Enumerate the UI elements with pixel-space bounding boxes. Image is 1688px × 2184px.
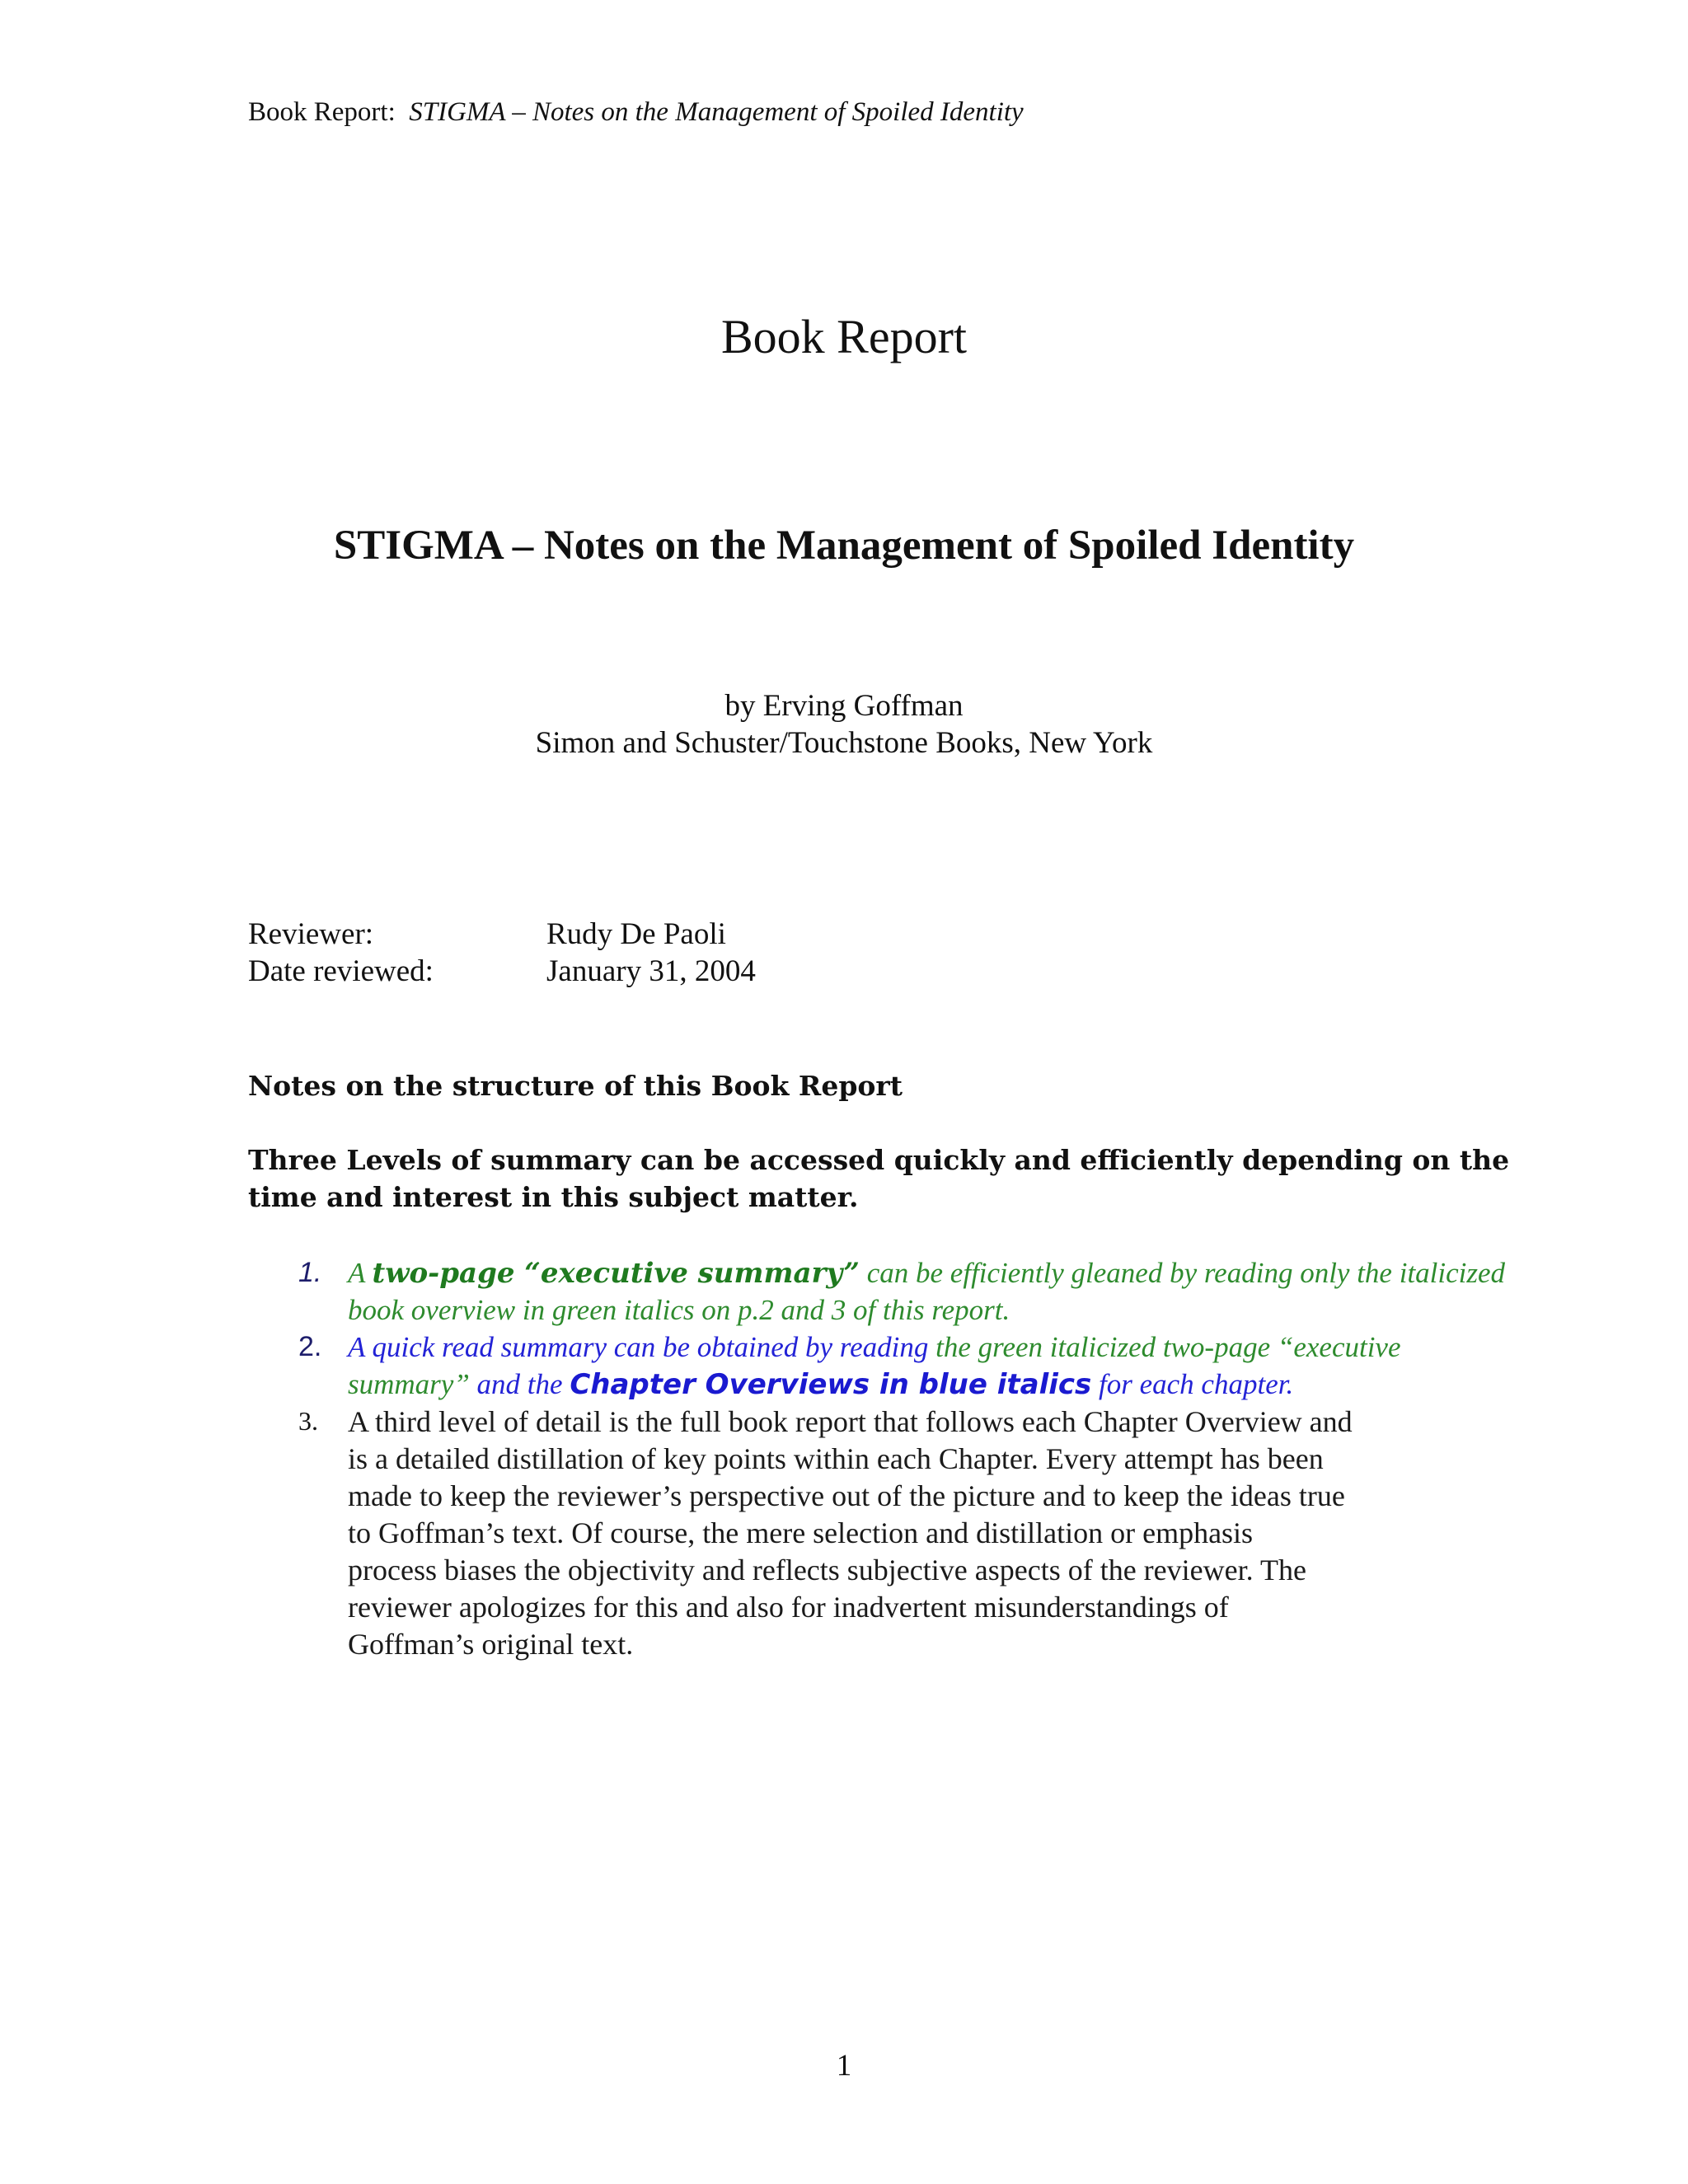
- item2-blue-post: for each chapter.: [1091, 1368, 1294, 1400]
- item2-blue-pre: A quick read summary can be obtained by reading: [348, 1331, 936, 1363]
- item1-line2: book overview in green italics on p.2 and 3 of this report.: [348, 1294, 1010, 1326]
- list-item-2-line-2: [348, 1368, 1293, 1401]
- running-header-prefix: Book Report:: [248, 97, 396, 127]
- reviewer-value: Rudy De Paoli: [546, 917, 726, 951]
- list-item-3-line-3: made to keep the reviewer’s perspective out of the picture and to keep the ideas true: [348, 1479, 1345, 1512]
- reviewer-label: Reviewer:: [248, 917, 374, 951]
- running-header: [248, 97, 1024, 128]
- author-line: by Erving Goffman: [724, 689, 964, 723]
- list-item-3-line-5: process biases the objectivity and reflects subjective aspects of the reviewer. The: [348, 1554, 1306, 1586]
- list-number-3: 3.: [298, 1406, 318, 1436]
- list-number-1: 1.: [298, 1257, 322, 1288]
- list-item-3-line-7: Goffman’s original text.: [348, 1628, 634, 1661]
- levels-intro-line-2: time and interest in this subject matter.: [248, 1181, 859, 1213]
- item2-emphasis: Chapter Overviews in blue italics: [570, 1368, 1092, 1401]
- book-title: STIGMA – Notes on the Management of Spoiled Identity: [333, 523, 1355, 569]
- document-heading: Book Report: [720, 310, 968, 363]
- item2-green-part: the green italicized two-page “executive: [935, 1331, 1401, 1363]
- date-value: January 31, 2004: [546, 954, 756, 988]
- list-item-3-line-6: reviewer apologizes for this and also for inadvertent misunderstandings of: [348, 1591, 1229, 1624]
- list-item-2-line-1: [348, 1331, 1401, 1364]
- item2-blue-mid: and the: [469, 1368, 570, 1400]
- list-item-1-line-1: [348, 1257, 1505, 1290]
- running-header-title: STIGMA – Notes on the Management of Spoiled Identity: [409, 97, 1024, 127]
- item1-pre: A: [348, 1257, 373, 1289]
- item1-post: can be efficiently gleaned by reading only the italicized: [859, 1257, 1506, 1289]
- page-number: 1: [836, 2049, 852, 2083]
- item2-green-line2: summary”: [348, 1368, 470, 1400]
- list-item-1-line-2: [348, 1294, 1010, 1327]
- item1-emphasis: two-page “executive summary”: [372, 1257, 860, 1290]
- date-label: Date reviewed:: [248, 954, 434, 988]
- list-number-2: 2.: [298, 1331, 322, 1362]
- list-item-3-line-4: to Goffman’s text. Of course, the mere selection and distillation or emphasis: [348, 1516, 1254, 1549]
- list-item-3-line-1: A third level of detail is the full book report that follows each Chapter Overview and: [348, 1405, 1353, 1438]
- levels-intro-line-1: Three Levels of summary can be accessed quickly and efficiently depending on the: [248, 1144, 1510, 1176]
- notes-heading: Notes on the structure of this Book Report: [248, 1070, 903, 1102]
- publisher-line: Simon and Schuster/Touchstone Books, New York: [535, 726, 1153, 760]
- list-item-3-line-2: is a detailed distillation of key points within each Chapter. Every attempt has been: [348, 1442, 1324, 1475]
